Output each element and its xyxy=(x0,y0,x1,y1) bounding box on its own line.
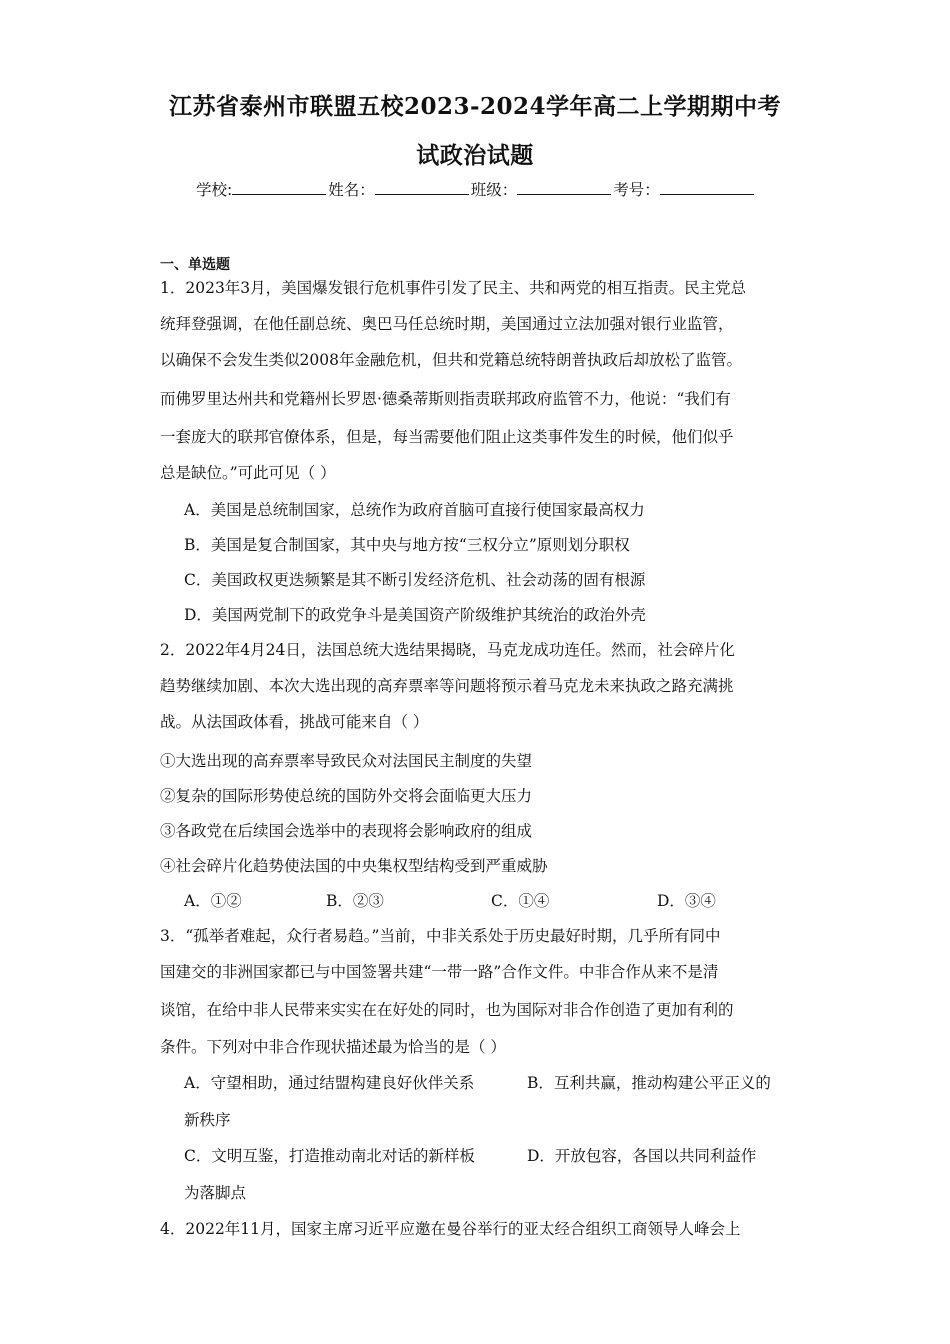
q3-option-b-continued[interactable]: 新秩序 xyxy=(184,1111,231,1129)
q1-option-a[interactable]: A．美国是总统制国家，总统作为政府首脑可直接行使国家最高权力 xyxy=(184,501,645,519)
q3-option-d[interactable]: D．开放包容，各国以共同利益作 xyxy=(527,1147,757,1165)
q3-option-d-continued[interactable]: 为落脚点 xyxy=(184,1184,247,1202)
q4-stem-line: 4．2022年11月，国家主席习近平应邀在曼谷举行的亚太经合组织工商领导人峰会上 xyxy=(160,1220,741,1238)
q1-stem-line: 1．2023年3月，美国爆发银行危机事件引发了民主、共和两党的相互指责。民主党总 xyxy=(160,279,747,297)
q3-option-b[interactable]: B．互利共赢，推动构建公平正义的 xyxy=(527,1074,771,1092)
q1-option-c[interactable]: C．美国政权更迭频繁是其不断引发经济危机、社会动荡的固有根源 xyxy=(184,571,646,589)
q2-stem-line: 2．2022年4月24日，法国总统大选结果揭晓，马克龙成功连任。然而，社会碎片化 xyxy=(160,641,735,659)
q3-stem-line: 3．“孤举者难起，众行者易趋。”当前，中非关系处于历史最好时期，几乎所有同中 xyxy=(160,927,721,945)
q2-stem-line: 战。从法国政体看，挑战可能来自（ ） xyxy=(160,713,429,731)
exam-title-line-2: 试政治试题 xyxy=(416,142,534,169)
q1-stem-line: 一套庞大的联邦官僚体系，但是，每当需要他们阻止这类事件发生的时候，他们似乎 xyxy=(160,428,734,446)
q2-option-b[interactable]: B．②③ xyxy=(326,892,384,910)
name-blank[interactable] xyxy=(375,180,469,195)
q3-option-c[interactable]: C．文明互鉴，打造推动南北对话的新样板 xyxy=(184,1147,475,1165)
name-label: 姓名： xyxy=(328,181,375,199)
exam-number-label: 考号： xyxy=(613,181,660,199)
q2-item: ③各政党在后续国会选举中的表现将会影响政府的组成 xyxy=(160,822,533,840)
class-blank[interactable] xyxy=(517,180,611,195)
school-label: 学校: xyxy=(196,181,233,199)
q1-option-d[interactable]: D．美国两党制下的政党争斗是美国资产阶级维护其统治的政治外壳 xyxy=(184,606,646,624)
q2-item: ④社会碎片化趋势使法国的中央集权型结构受到严重威胁 xyxy=(160,857,548,875)
q3-option-a[interactable]: A．守望相助，通过结盟构建良好伙伴关系 xyxy=(184,1074,475,1092)
q1-option-b[interactable]: B．美国是复合制国家，其中央与地方按“三权分立”原则划分职权 xyxy=(184,536,630,554)
exam-title-line-1: 江苏省泰州市联盟五校2023-2024学年高二上学期期中考 xyxy=(168,93,782,120)
q3-stem-line: 谈馆，在给中非人民带来实实在在好处的同时，也为国际对非合作创造了更加有利的 xyxy=(160,1001,734,1019)
section-title: 一、单选题 xyxy=(160,257,230,273)
q2-option-d[interactable]: D．③④ xyxy=(657,892,716,910)
student-info-line xyxy=(196,178,756,200)
q1-stem-line: 统拜登强调，在他任副总统、奥巴马任总统时期，美国通过立法加强对银行业监管， xyxy=(160,315,734,333)
q3-stem-line: 条件。下列对中非合作现状描述最为恰当的是（ ） xyxy=(160,1038,506,1056)
q2-item: ①大选出现的高弃票率导致民众对法国民主制度的失望 xyxy=(160,752,533,770)
q2-option-a[interactable]: A．①② xyxy=(184,892,242,910)
q1-stem-line: 而佛罗里达州共和党籍州长罗恩·德桑蒂斯则指责联邦政府监管不力，他说：“我们有 xyxy=(160,390,731,408)
q2-option-c[interactable]: C．①④ xyxy=(491,892,550,910)
q2-stem-line: 趋势继续加剧、本次大选出现的高弃票率等问题将预示着马克龙未来执政之路充满挑 xyxy=(160,677,734,695)
school-blank[interactable] xyxy=(232,180,326,195)
q1-stem-line: 总是缺位。”可此可见（ ） xyxy=(160,464,336,482)
q1-stem-line: 以确保不会发生类似2008年金融危机，但共和党籍总统特朗普执政后却放松了监管。 xyxy=(160,351,742,369)
q3-stem-line: 国建交的非洲国家都已与中国签署共建“一带一路”合作文件。中非合作从来不是清 xyxy=(160,963,719,981)
exam-number-blank[interactable] xyxy=(660,180,754,195)
class-label: 班级： xyxy=(470,181,518,199)
q2-item: ②复杂的国际形势使总统的国防外交将会面临更大压力 xyxy=(160,787,533,805)
